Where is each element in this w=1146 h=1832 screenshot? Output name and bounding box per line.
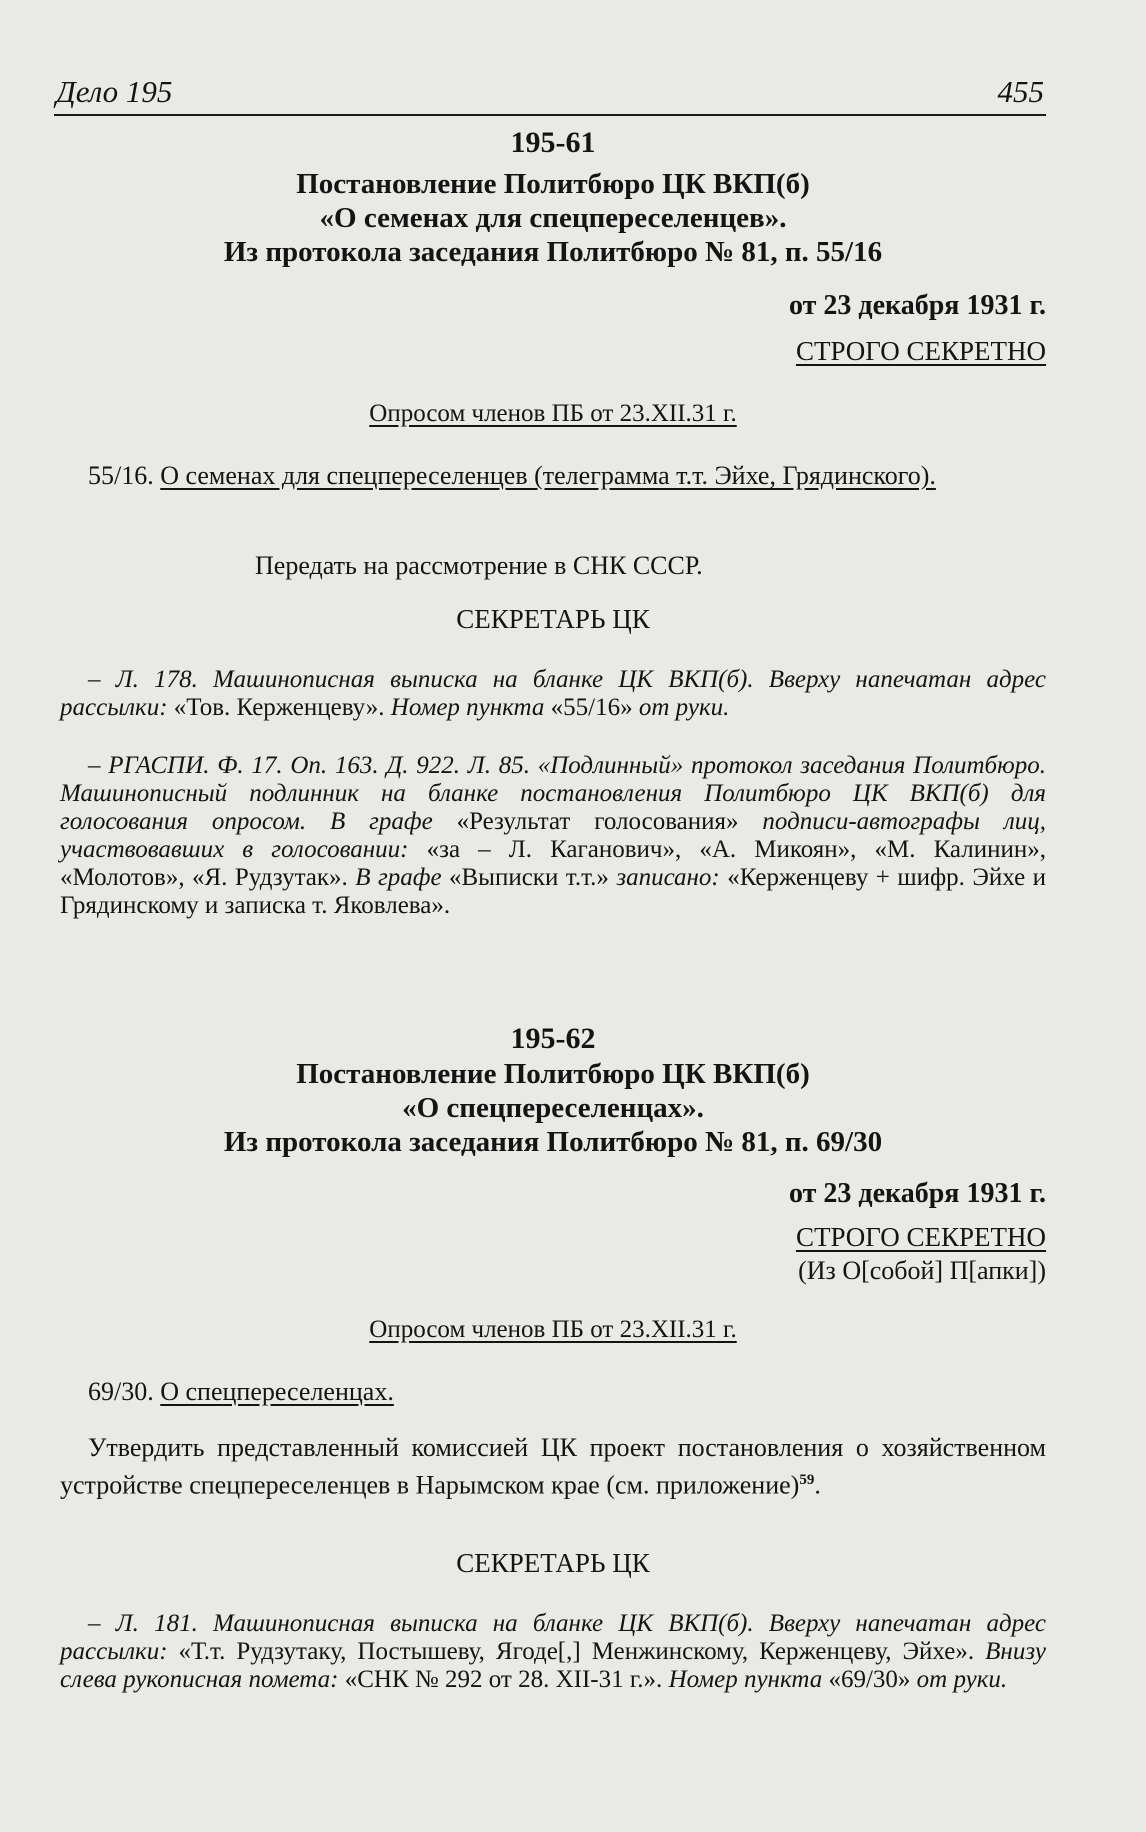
doc2-date: от 23 декабря 1931 г.: [789, 1178, 1046, 1209]
doc2-number: 195-62: [510, 1022, 596, 1055]
doc1-source2-c: подписи-автографы лиц, участвовавших в голосовании:: [60, 808, 1046, 863]
running-head-left: Дело 195: [56, 74, 173, 109]
doc2-title-line2: «О спецпереселенцах».: [402, 1092, 704, 1124]
doc1-title-line3: Из протокола заседания Политбюро № 81, п. 55/16: [223, 236, 883, 268]
doc2-vote-line: Опросом членов ПБ от 23.XII.31 г.: [369, 1316, 737, 1343]
doc2-source1-f: «69/30»: [828, 1666, 911, 1693]
doc1-source2-b: «Результат голосования»: [456, 808, 739, 835]
doc1-source1-e: от руки.: [638, 694, 730, 721]
doc2-decision: [60, 1432, 1046, 1502]
doc2-special-folder-note: (Из О[собой] П[апки]): [798, 1256, 1046, 1285]
doc2-source-note: [60, 1610, 1046, 1694]
doc2-item: [60, 1376, 1046, 1408]
doc2-source1-a: – Л. 181. Машинописная выписка на бланке ЦК ВКП(б). Вверху напечатан адрес рассылки:: [60, 1610, 1046, 1665]
doc1-secret-stamp: СТРОГО СЕКРЕТНО: [795, 336, 1046, 366]
doc1-source2-e: В графе: [355, 864, 442, 891]
header-rule: [54, 114, 1046, 116]
doc1-item-number: 55/16.: [88, 461, 154, 490]
doc1-item-text: О семенах для спецпереселенцев (телеграмма т.т. Эйхе, Грядинского).: [160, 461, 936, 490]
doc1-source2-g: записано:: [616, 864, 720, 891]
page-number: 455: [997, 74, 1044, 109]
doc1-title-line2: «О семенах для спецпереселенцев».: [319, 202, 787, 234]
doc1-source2-d: «за – Л. Каганович», «А. Микоян», «М. Калинин», «Молотов», «Я. Рудзутак».: [60, 836, 1046, 891]
doc1-source2-h: «Керженцеву + шифр. Эйхе и Грядинскому и записка т. Яковлева».: [60, 864, 1047, 919]
doc2-item-text: О спецпереселенцах.: [160, 1377, 394, 1406]
doc1-source1-b: «Тов. Керженцеву».: [173, 694, 385, 721]
doc1-vote-line: Опросом членов ПБ от 23.XII.31 г.: [369, 400, 737, 427]
doc1-title-line1: Постановление Политбюро ЦК ВКП(б): [296, 168, 810, 200]
doc2-source1-b: «Т.т. Рудзутаку, Постышеву, Ягоде[,] Менжинскому, Керженцеву, Эйхе».: [178, 1638, 975, 1665]
doc1-signature: СЕКРЕТАРЬ ЦК: [456, 604, 650, 634]
doc2-item-number: 69/30.: [88, 1377, 154, 1406]
doc1-number: 195-61: [510, 126, 596, 159]
doc1-source2-f: «Выписки т.т.»: [448, 864, 609, 891]
doc2-source1-d: «СНК № 292 от 28. XII-31 г.».: [344, 1666, 663, 1693]
doc1-source2-a: – РГАСПИ. Ф. 17. Оп. 163. Д. 922. Л. 85. «Подлинный» протокол заседания Политбюро. Машинописный подлинник на бланке постановления Политбюро ЦК ВКП(б) для голосования опросом. В графе: [60, 752, 1046, 835]
doc1-source1-a: – Л. 178. Машинописная выписка на бланке ЦК ВКП(б). Вверху напечатан адрес рассылки:: [60, 666, 1046, 721]
doc1-source1-c: Номер пункта: [390, 694, 545, 721]
doc2-source1-e: Номер пункта: [668, 1666, 823, 1693]
doc1-item: [60, 460, 1046, 492]
doc2-secret-stamp: СТРОГО СЕКРЕТНО: [795, 1222, 1046, 1252]
running-head: [56, 74, 1044, 110]
doc2-signature: СЕКРЕТАРЬ ЦК: [456, 1548, 650, 1578]
footnote-ref[interactable]: 59: [799, 1472, 815, 1488]
doc1-source-note-1: [60, 666, 1046, 722]
doc1-source-note-2: [60, 752, 1046, 920]
doc2-title-line3: Из протокола заседания Политбюро № 81, п. 69/30: [223, 1126, 883, 1158]
doc1-date: от 23 декабря 1931 г.: [789, 290, 1046, 321]
doc2-decision-end: .: [814, 1470, 821, 1500]
doc2-source1-c: Внизу слева рукописная помета:: [60, 1638, 1046, 1693]
doc1-source1-d: «55/16»: [550, 694, 633, 721]
doc2-source1-g: от руки.: [916, 1666, 1008, 1693]
doc1-decision: Передать на рассмотрение в СНК СССР.: [255, 551, 703, 580]
doc2-title-line1: Постановление Политбюро ЦК ВКП(б): [296, 1058, 810, 1090]
doc2-decision-text: Утвердить представленный комиссией ЦК проект постановления о хозяйственном устройстве спецпереселенцев в Нарымском крае (см. приложение): [60, 1433, 1046, 1500]
